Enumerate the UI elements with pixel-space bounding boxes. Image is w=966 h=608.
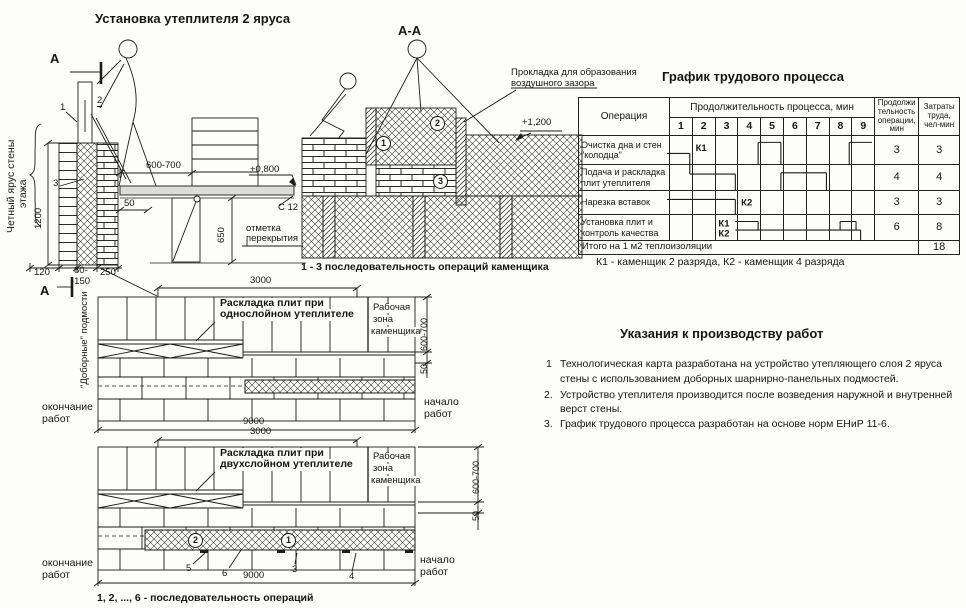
operation-duration: 3 (875, 136, 919, 165)
operation-name: Очистка дна и стен "колодца" (579, 136, 670, 165)
instruction-2-num: 2. (544, 389, 553, 401)
gasket-label-1: Прокладка для образования (511, 67, 637, 78)
col-labor: Затраты труда, чел-мин (919, 98, 960, 136)
instruction-1-line-2: стены с использованием доборных шарнирно-панельных подмостей. (560, 373, 899, 385)
plan2-dim-50: 50 (471, 510, 481, 521)
instruction-3-line-1: График трудового процесса разработан на основе норм ЕНиР 11-6. (560, 418, 890, 430)
plan2-start-1: начало (420, 554, 455, 566)
aa-title: А-А (398, 23, 422, 38)
plan1-label-2: однослойном утеплителе (220, 308, 354, 320)
plan2-dim-3000: 3000 (250, 426, 272, 437)
wall-brace-label-2: этажа (17, 179, 29, 208)
plan2-step-4: 4 (349, 571, 355, 582)
plan1-zone-3: каменщика (371, 326, 421, 337)
schedule-footnote: К1 - каменщик 2 разряда, К2 - каменщик 4 разряда (596, 256, 845, 268)
dim-120: 120 (34, 267, 50, 278)
plan2-zone-2: зона (373, 463, 394, 474)
plan2-end-1: окончание (42, 557, 94, 569)
note-c12: С 12 (278, 202, 299, 213)
plan2-end-2: работ (42, 569, 71, 581)
plan2-zone-1: Рабочая (373, 451, 411, 462)
operation-name: Подача и раскладка плит утеплителя (579, 165, 670, 191)
plan1-dim-50: 50 (419, 363, 429, 374)
plan2-dim-600-700: 600-700 (471, 460, 481, 494)
operation-labor: 8 (919, 215, 960, 241)
plan1-scaffold-label: "Доборные" подмости (79, 291, 90, 388)
floor-mark-1: отметка (246, 223, 281, 234)
pos-label-1: 1 (60, 102, 66, 113)
operation-duration: 3 (875, 191, 919, 215)
plan1-end-2: работ (42, 413, 71, 425)
total-label: Итого на 1 м2 теплоизоляции (579, 241, 919, 255)
plan1-dim-9000: 9000 (243, 416, 265, 427)
svg-text:К1: К1 (695, 143, 707, 155)
plan2-dim-9000: 9000 (243, 570, 265, 581)
plan1-zone-1: Рабочая (373, 302, 411, 313)
total-value: 18 (919, 241, 960, 255)
elev-1200: +1,200 (522, 117, 552, 128)
col-op-duration: Продолжи тельность операции, мин (875, 98, 919, 136)
instruction-2-line-2: верст стены. (560, 403, 623, 415)
svg-text:К1: К1 (718, 218, 730, 230)
section-title: Установка утеплителя 2 яруса (95, 11, 291, 26)
plan2-step-2: 2 (188, 533, 203, 548)
operation-name: Нарезка вставок (579, 191, 670, 215)
operation-duration: 6 (875, 215, 919, 241)
total-row (579, 241, 960, 255)
aa-step-3: 3 (433, 174, 448, 189)
plan2-label-2: двухслойном утеплителе (220, 458, 353, 470)
col-operation: Операция (579, 98, 670, 136)
schedule-title: График трудового процесса (662, 69, 844, 84)
operation-name: Установка плит и контроль качества (579, 215, 670, 241)
section-marker-top: А (50, 51, 60, 66)
plan2-step-3: 3 (292, 564, 298, 575)
dim-1200: 1200 (33, 207, 44, 229)
instruction-2-line-1: Устройство утеплителя производится после возведения наружной и внутренней (560, 389, 953, 401)
plan1-dim-3000: 3000 (250, 275, 272, 286)
dim-80: 80- (74, 265, 88, 276)
svg-text:К2: К2 (718, 228, 730, 240)
dim-250: 250 (100, 267, 116, 278)
plan2-caption: 1, 2, ..., 6 - последовательность операций (97, 592, 314, 604)
gantt-lines (667, 136, 872, 241)
pos-label-3: 3 (53, 178, 59, 189)
plan1-start-1: начало (424, 396, 459, 408)
dim-650: 650 (216, 227, 227, 243)
minutes-header-row: 1 2 3 4 5 6 7 8 9 (579, 118, 960, 136)
plan1-label-1: Раскладка плит при (220, 297, 324, 309)
dim-600-700: 600-700 (146, 160, 181, 171)
section-marker-bottom: А (40, 283, 50, 298)
wall-brace-label-1: Четный ярус стены (5, 139, 17, 233)
col-process-duration: Продолжительность процесса, мин (670, 98, 875, 118)
instruction-1-line-1: Технологическая карта разработана на устройство утепляющего слоя 2 яруса (560, 358, 942, 370)
aa-step-1: 1 (376, 136, 391, 151)
plan2-zone-3: каменщика (371, 475, 421, 486)
dim-50: 50 (124, 198, 135, 209)
plan1-end-1: окончание (42, 401, 94, 413)
instruction-1-num: 1 (546, 358, 552, 370)
plan1-zone-2: зона (373, 314, 394, 325)
plan2-step-5: 5 (186, 563, 192, 574)
operation-labor: 3 (919, 136, 960, 165)
plan2-step-6: 6 (222, 568, 228, 579)
dim-150: -150 (71, 276, 91, 287)
floor-mark-2: перекрытия (246, 233, 299, 244)
instructions-title: Указания к производству работ (620, 326, 824, 341)
plan2-label-1: Раскладка плит при (220, 447, 324, 459)
pos-label-2: 2 (97, 95, 103, 106)
plan1-start-2: работ (424, 408, 453, 420)
gasket-label-2: воздушного зазора (511, 78, 595, 89)
aa-step-2: 2 (430, 116, 445, 131)
plan1-dim-600-700: 600-700 (419, 317, 429, 351)
operation-duration: 4 (875, 165, 919, 191)
operation-labor: 4 (919, 165, 960, 191)
instruction-3-num: 3. (544, 418, 553, 430)
plan2-step-1: 1 (281, 533, 296, 548)
aa-caption: 1 - 3 последовательность операций каменщика (301, 261, 549, 273)
operation-labor: 3 (919, 191, 960, 215)
elev-0800: +0,800 (250, 164, 280, 175)
svg-text:К2: К2 (741, 197, 753, 209)
plan2-start-2: работ (420, 566, 449, 578)
